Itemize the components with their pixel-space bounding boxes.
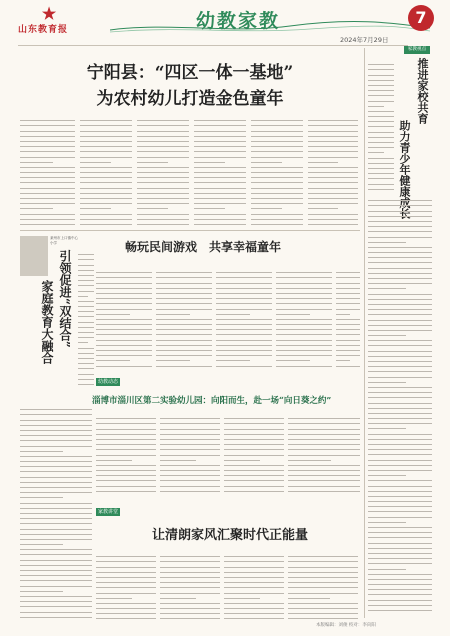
main-headline	[40, 60, 340, 112]
article-body-col	[251, 116, 303, 226]
text-line	[224, 487, 284, 492]
text-line	[308, 220, 358, 225]
article-body-col	[288, 414, 360, 494]
article-body-col	[156, 268, 212, 368]
text-line	[156, 361, 212, 366]
article-body-col	[216, 268, 272, 368]
article-body-col	[20, 116, 75, 226]
family-tag: 家教讲堂	[98, 509, 119, 515]
article-body-col	[160, 414, 220, 494]
center-headline: 畅玩民间游戏 共享幸福童年	[124, 240, 281, 254]
article-body-col	[96, 268, 152, 368]
article-body-col	[80, 116, 132, 226]
article-body-col	[20, 405, 92, 620]
author-photo	[20, 236, 48, 276]
text-line	[251, 220, 303, 225]
text-line	[194, 220, 246, 225]
article-body-col	[224, 552, 284, 620]
zibo-headline: 淄博市淄川区第二实验幼儿园：向阳而生，赴一场“向日葵之约”	[92, 396, 332, 406]
article-body-col	[160, 552, 220, 620]
text-line	[160, 487, 220, 492]
text-line	[336, 361, 360, 366]
text-line	[20, 220, 75, 225]
article-body-col	[368, 60, 394, 190]
article-body-col	[336, 268, 360, 368]
text-line	[96, 361, 152, 366]
article-body-col	[276, 268, 332, 368]
text-line	[96, 487, 156, 492]
text-line	[216, 361, 272, 366]
text-line	[78, 380, 94, 385]
text-line	[137, 220, 189, 225]
article-body-col	[308, 116, 358, 226]
article-body-col	[194, 116, 246, 226]
main-headline-line2: 为农村幼儿打造金色童年	[96, 89, 284, 109]
article-body-col	[368, 196, 432, 616]
article-body-col	[78, 250, 94, 390]
right-headline-b: 助力青少年健康成长	[398, 120, 411, 219]
issue-date: 2024年7月29日	[340, 36, 389, 44]
article-body-col	[224, 414, 284, 494]
text-line	[288, 487, 360, 492]
article-body-col	[96, 414, 156, 494]
article-body-col	[288, 552, 358, 620]
page-number: 7	[408, 5, 434, 31]
bottom-headline: 让清朗家风汇聚时代正能量	[151, 528, 308, 543]
column-rule	[364, 48, 365, 618]
masthead-rule	[18, 45, 408, 46]
main-headline-line1: 宁阳县：“四区一体一基地”	[86, 63, 294, 83]
logo-text: 山东教育报	[18, 25, 69, 35]
article-body-col	[96, 552, 156, 620]
text-line	[276, 361, 332, 366]
news-tag: 幼教动态	[98, 379, 119, 385]
text-line	[224, 614, 284, 619]
left-headline-a: 引领促进“双结合”	[58, 250, 72, 348]
newspaper-logo	[18, 6, 88, 36]
text-line	[20, 613, 92, 618]
left-headline-b: 家庭教育大融合	[40, 280, 54, 364]
text-line	[80, 220, 132, 225]
text-line	[96, 614, 156, 619]
text-line	[288, 614, 358, 619]
star-icon: ★	[41, 4, 57, 23]
article-body-col	[137, 116, 189, 226]
right-tag: 家教视点	[404, 46, 430, 54]
text-line	[368, 606, 432, 611]
right-headline-a: 推进家校共育	[416, 58, 429, 124]
text-line	[160, 614, 220, 619]
divider	[20, 230, 360, 231]
page-footer: 本版编辑：刘俊 校对：李向阳	[316, 623, 376, 628]
text-line	[368, 185, 394, 190]
section-title: 幼教家教	[196, 10, 281, 32]
byline: 莱州市上口镇中心小学	[50, 236, 78, 245]
